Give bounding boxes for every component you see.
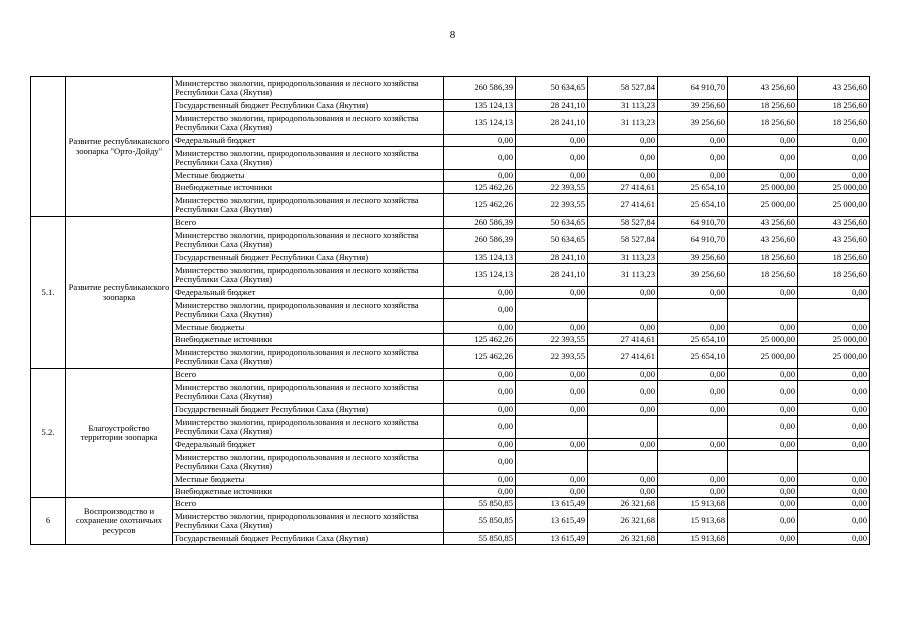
amount-cell: 25 000,00 — [798, 334, 870, 346]
amount-cell: 0,00 — [588, 287, 658, 299]
amount-cell: 55 850,85 — [444, 510, 516, 533]
funding-source: Внебюджетные источники — [173, 182, 444, 194]
amount-cell: 0,00 — [728, 416, 798, 439]
amount-cell — [588, 416, 658, 439]
amount-cell: 50 634,65 — [516, 77, 588, 100]
amount-cell: 0,00 — [516, 147, 588, 170]
amount-cell: 0,00 — [588, 369, 658, 381]
table-row — [31, 369, 870, 381]
amount-cell — [516, 299, 588, 322]
section-name: Развитие республиканского зоопарка "Орто-Дойду" — [66, 77, 173, 217]
amount-cell: 0,00 — [444, 322, 516, 334]
budget-table — [30, 76, 870, 545]
section-number: 5.2. — [31, 369, 66, 498]
funding-source: Министерство экологии, природопользования и лесного хозяйства Республики Саха (Якутия) — [173, 299, 444, 322]
amount-cell: 0,00 — [798, 510, 870, 533]
funding-source: Министерство экологии, природопользования и лесного хозяйства Республики Саха (Якутия) — [173, 112, 444, 135]
amount-cell: 0,00 — [658, 170, 728, 182]
amount-cell: 18 256,60 — [728, 100, 798, 112]
amount-cell: 43 256,60 — [798, 229, 870, 252]
amount-cell: 0,00 — [588, 322, 658, 334]
amount-cell: 25 654,10 — [658, 182, 728, 194]
amount-cell: 0,00 — [658, 287, 728, 299]
funding-source: Министерство экологии, природопользования и лесного хозяйства Республики Саха (Якутия) — [173, 451, 444, 474]
amount-cell: 260 586,39 — [444, 217, 516, 229]
amount-cell: 18 256,60 — [728, 264, 798, 287]
amount-cell: 31 113,23 — [588, 100, 658, 112]
amount-cell: 15 913,68 — [658, 510, 728, 533]
section-number: 5.1. — [31, 217, 66, 369]
amount-cell: 43 256,60 — [728, 217, 798, 229]
amount-cell: 0,00 — [588, 135, 658, 147]
amount-cell: 58 527,84 — [588, 217, 658, 229]
funding-source: Всего — [173, 217, 444, 229]
section-name: Воспроизводство и сохранение охотничьих ресурсов — [66, 498, 173, 545]
amount-cell — [728, 451, 798, 474]
funding-source: Министерство экологии, природопользования и лесного хозяйства Республики Саха (Якутия) — [173, 381, 444, 404]
amount-cell: 15 913,68 — [658, 498, 728, 510]
amount-cell: 27 414,61 — [588, 194, 658, 217]
amount-cell: 0,00 — [516, 404, 588, 416]
amount-cell: 0,00 — [728, 369, 798, 381]
amount-cell: 43 256,60 — [728, 77, 798, 100]
amount-cell: 25 000,00 — [798, 182, 870, 194]
funding-source: Министерство экологии, природопользования и лесного хозяйства Республики Саха (Якутия) — [173, 229, 444, 252]
amount-cell: 18 256,60 — [798, 252, 870, 264]
amount-cell: 0,00 — [444, 451, 516, 474]
funding-source: Министерство экологии, природопользования и лесного хозяйства Республики Саха (Якутия) — [173, 416, 444, 439]
amount-cell: 13 615,49 — [516, 498, 588, 510]
funding-source: Государственный бюджет Республики Саха (Якутия) — [173, 533, 444, 545]
page-number: 8 — [449, 29, 456, 41]
amount-cell: 43 256,60 — [798, 77, 870, 100]
amount-cell: 18 256,60 — [798, 264, 870, 287]
amount-cell: 0,00 — [588, 439, 658, 451]
amount-cell: 125 462,26 — [444, 334, 516, 346]
funding-source: Всего — [173, 369, 444, 381]
amount-cell: 0,00 — [798, 486, 870, 498]
amount-cell: 0,00 — [728, 170, 798, 182]
amount-cell: 13 615,49 — [516, 533, 588, 545]
amount-cell: 55 850,85 — [444, 533, 516, 545]
funding-source: Министерство экологии, природопользования и лесного хозяйства Республики Саха (Якутия) — [173, 346, 444, 369]
funding-source: Министерство экологии, природопользования и лесного хозяйства Республики Саха (Якутия) — [173, 510, 444, 533]
amount-cell: 0,00 — [588, 486, 658, 498]
amount-cell: 0,00 — [444, 439, 516, 451]
funding-source: Местные бюджеты — [173, 322, 444, 334]
amount-cell: 25 000,00 — [798, 194, 870, 217]
amount-cell: 0,00 — [798, 416, 870, 439]
amount-cell: 0,00 — [658, 381, 728, 404]
amount-cell: 25 000,00 — [728, 182, 798, 194]
amount-cell: 43 256,60 — [728, 229, 798, 252]
table-row — [31, 498, 870, 510]
amount-cell: 0,00 — [444, 299, 516, 322]
amount-cell — [798, 451, 870, 474]
amount-cell: 0,00 — [728, 404, 798, 416]
amount-cell: 125 462,26 — [444, 194, 516, 217]
amount-cell: 0,00 — [444, 381, 516, 404]
amount-cell — [516, 451, 588, 474]
amount-cell: 39 256,60 — [658, 100, 728, 112]
amount-cell: 0,00 — [444, 369, 516, 381]
amount-cell — [516, 416, 588, 439]
amount-cell: 0,00 — [728, 510, 798, 533]
amount-cell: 125 462,26 — [444, 182, 516, 194]
amount-cell: 0,00 — [516, 322, 588, 334]
amount-cell: 22 393,55 — [516, 346, 588, 369]
funding-source: Внебюджетные источники — [173, 334, 444, 346]
amount-cell: 0,00 — [798, 170, 870, 182]
section-number: 6 — [31, 498, 66, 545]
amount-cell: 28 241,10 — [516, 100, 588, 112]
amount-cell: 18 256,60 — [798, 112, 870, 135]
amount-cell: 22 393,55 — [516, 194, 588, 217]
amount-cell: 0,00 — [444, 486, 516, 498]
funding-source: Министерство экологии, природопользования и лесного хозяйства Республики Саха (Якутия) — [173, 77, 444, 100]
amount-cell: 135 124,13 — [444, 112, 516, 135]
amount-cell: 26 321,68 — [588, 498, 658, 510]
amount-cell — [658, 416, 728, 439]
amount-cell: 27 414,61 — [588, 346, 658, 369]
amount-cell: 0,00 — [658, 474, 728, 486]
amount-cell: 55 850,85 — [444, 498, 516, 510]
amount-cell: 125 462,26 — [444, 346, 516, 369]
amount-cell: 64 910,70 — [658, 77, 728, 100]
amount-cell: 28 241,10 — [516, 112, 588, 135]
amount-cell: 0,00 — [728, 322, 798, 334]
amount-cell: 22 393,55 — [516, 182, 588, 194]
amount-cell: 25 654,10 — [658, 334, 728, 346]
amount-cell: 0,00 — [728, 287, 798, 299]
amount-cell: 0,00 — [728, 147, 798, 170]
amount-cell: 18 256,60 — [728, 252, 798, 264]
amount-cell: 0,00 — [444, 147, 516, 170]
funding-source: Министерство экологии, природопользования и лесного хозяйства Республики Саха (Якутия) — [173, 194, 444, 217]
amount-cell — [588, 299, 658, 322]
amount-cell: 0,00 — [798, 147, 870, 170]
amount-cell: 26 321,68 — [588, 510, 658, 533]
amount-cell: 50 634,65 — [516, 217, 588, 229]
section-number — [31, 77, 66, 217]
amount-cell: 25 654,10 — [658, 346, 728, 369]
funding-source: Государственный бюджет Республики Саха (Якутия) — [173, 100, 444, 112]
amount-cell: 0,00 — [728, 135, 798, 147]
amount-cell: 18 256,60 — [798, 100, 870, 112]
amount-cell: 31 113,23 — [588, 112, 658, 135]
amount-cell: 26 321,68 — [588, 533, 658, 545]
amount-cell: 0,00 — [588, 474, 658, 486]
funding-source: Федеральный бюджет — [173, 135, 444, 147]
table-row — [31, 217, 870, 229]
amount-cell: 0,00 — [588, 404, 658, 416]
funding-source: Министерство экологии, природопользования и лесного хозяйства Республики Саха (Якутия) — [173, 264, 444, 287]
amount-cell: 0,00 — [444, 170, 516, 182]
amount-cell: 0,00 — [516, 474, 588, 486]
funding-source: Местные бюджеты — [173, 474, 444, 486]
amount-cell: 58 527,84 — [588, 77, 658, 100]
amount-cell: 0,00 — [658, 439, 728, 451]
amount-cell: 64 910,70 — [658, 217, 728, 229]
amount-cell: 64 910,70 — [658, 229, 728, 252]
amount-cell: 39 256,60 — [658, 264, 728, 287]
amount-cell: 50 634,65 — [516, 229, 588, 252]
amount-cell: 0,00 — [798, 498, 870, 510]
amount-cell: 0,00 — [728, 439, 798, 451]
amount-cell: 25 000,00 — [728, 334, 798, 346]
amount-cell — [798, 299, 870, 322]
amount-cell: 0,00 — [798, 287, 870, 299]
amount-cell: 22 393,55 — [516, 334, 588, 346]
amount-cell: 0,00 — [444, 474, 516, 486]
amount-cell: 15 913,68 — [658, 533, 728, 545]
amount-cell: 0,00 — [658, 369, 728, 381]
amount-cell: 0,00 — [444, 404, 516, 416]
amount-cell: 0,00 — [798, 404, 870, 416]
section-name: Развитие республиканского зоопарка — [66, 217, 173, 369]
amount-cell: 18 256,60 — [728, 112, 798, 135]
amount-cell: 0,00 — [444, 287, 516, 299]
amount-cell: 43 256,60 — [798, 217, 870, 229]
funding-source: Федеральный бюджет — [173, 287, 444, 299]
funding-source: Министерство экологии, природопользования и лесного хозяйства Республики Саха (Якутия) — [173, 147, 444, 170]
amount-cell: 0,00 — [798, 369, 870, 381]
amount-cell: 58 527,84 — [588, 229, 658, 252]
amount-cell: 0,00 — [516, 135, 588, 147]
amount-cell: 0,00 — [516, 486, 588, 498]
amount-cell: 0,00 — [728, 533, 798, 545]
amount-cell — [588, 451, 658, 474]
amount-cell: 0,00 — [516, 287, 588, 299]
amount-cell: 27 414,61 — [588, 334, 658, 346]
amount-cell: 0,00 — [588, 170, 658, 182]
amount-cell: 28 241,10 — [516, 264, 588, 287]
table-row — [31, 77, 870, 100]
amount-cell — [728, 299, 798, 322]
amount-cell: 27 414,61 — [588, 182, 658, 194]
funding-source: Федеральный бюджет — [173, 439, 444, 451]
amount-cell: 0,00 — [798, 135, 870, 147]
amount-cell: 0,00 — [798, 439, 870, 451]
amount-cell: 0,00 — [516, 170, 588, 182]
amount-cell: 0,00 — [516, 381, 588, 404]
amount-cell: 135 124,13 — [444, 252, 516, 264]
amount-cell: 0,00 — [798, 322, 870, 334]
funding-source: Местные бюджеты — [173, 170, 444, 182]
amount-cell: 0,00 — [658, 486, 728, 498]
funding-source: Всего — [173, 498, 444, 510]
amount-cell: 0,00 — [658, 135, 728, 147]
amount-cell: 0,00 — [444, 135, 516, 147]
amount-cell: 28 241,10 — [516, 252, 588, 264]
funding-source: Государственный бюджет Республики Саха (Якутия) — [173, 252, 444, 264]
amount-cell: 0,00 — [444, 416, 516, 439]
amount-cell: 0,00 — [798, 474, 870, 486]
funding-source: Внебюджетные источники — [173, 486, 444, 498]
amount-cell: 260 586,39 — [444, 77, 516, 100]
amount-cell: 0,00 — [516, 369, 588, 381]
funding-source: Государственный бюджет Республики Саха (Якутия) — [173, 404, 444, 416]
amount-cell: 25 000,00 — [728, 346, 798, 369]
amount-cell: 39 256,60 — [658, 252, 728, 264]
amount-cell: 135 124,13 — [444, 100, 516, 112]
section-name: Благоустройство территории зоопарка — [66, 369, 173, 498]
amount-cell: 135 124,13 — [444, 264, 516, 287]
amount-cell: 0,00 — [588, 381, 658, 404]
amount-cell: 0,00 — [588, 147, 658, 170]
amount-cell: 260 586,39 — [444, 229, 516, 252]
amount-cell — [658, 299, 728, 322]
amount-cell: 0,00 — [658, 147, 728, 170]
amount-cell: 0,00 — [728, 486, 798, 498]
amount-cell: 0,00 — [516, 439, 588, 451]
amount-cell — [658, 451, 728, 474]
amount-cell: 13 615,49 — [516, 510, 588, 533]
table-body — [31, 77, 870, 545]
amount-cell: 31 113,23 — [588, 264, 658, 287]
amount-cell: 0,00 — [658, 404, 728, 416]
amount-cell: 31 113,23 — [588, 252, 658, 264]
amount-cell: 0,00 — [728, 498, 798, 510]
amount-cell: 0,00 — [658, 322, 728, 334]
amount-cell: 39 256,60 — [658, 112, 728, 135]
amount-cell: 0,00 — [798, 381, 870, 404]
amount-cell: 25 000,00 — [728, 194, 798, 217]
amount-cell: 0,00 — [798, 533, 870, 545]
amount-cell: 25 654,10 — [658, 194, 728, 217]
amount-cell: 0,00 — [728, 381, 798, 404]
amount-cell: 0,00 — [728, 474, 798, 486]
amount-cell: 25 000,00 — [798, 346, 870, 369]
